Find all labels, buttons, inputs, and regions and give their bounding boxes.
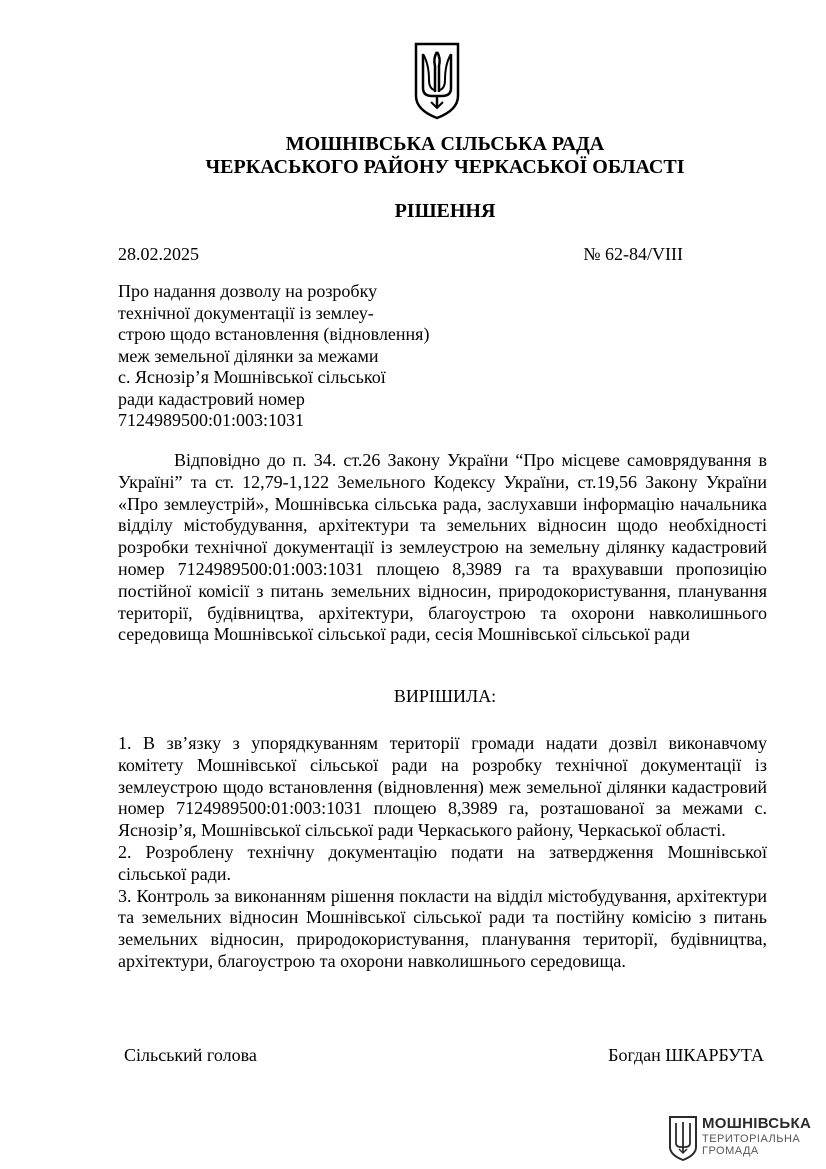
logo-title: МОШНІВСЬКА: [702, 1115, 812, 1132]
preamble-paragraph: Відповідно до п. 34. ст.26 Закону України “Про місцеве самоврядування в Україні” та ст. 12,79-1,122 Земельного Кодексу України, ст.19,56 Закону України «Про землеустрій», Мошнівська сільська рада, заслухавши інформацію начальника відділу містобудування, архітектури та земельних відносин щодо необхідності розробки технічної документації із землеустрою на земельну ділянку кадастровий номер 7124989500:01:003:1031 площею 8,3989 га та врахувавши пропозицію постійної комісії з питань земельних відносин, природокористування, планування території, будівництва, архітектури, благоустрою та охорони навколишнього середовища Мошнівської сільської ради, сесія Мошнівської сільської ради: [118, 450, 767, 645]
logo-subtitle: ГРОМАДА: [702, 1145, 759, 1157]
subject-line: строю щодо встановлення (відновлення): [118, 324, 430, 344]
resolved-heading: ВИРІШИЛА:: [393, 686, 497, 706]
resolution-item: 2. Розроблену технічну документацію подати на затвердження Мошнівської сільської ради.: [118, 841, 767, 884]
resolution-item: 3. Контроль за виконанням рішення покласти на відділ містобудування, архітектури та земельних відносин Мошнівської сільської ради та постійну комісію з питань земельних відносин, природокористування, планування території, будівництва, архітектури, благоустрою та охорони навколишнього середовища.: [118, 885, 767, 971]
subject-line: ради кадастровий номер: [118, 388, 305, 409]
community-logo: [668, 1113, 818, 1163]
council-name: МОШНІВСЬКА СІЛЬСЬКА РАДА: [285, 133, 605, 155]
trident-logo-icon: [668, 1115, 698, 1161]
document-date: 28.02.2025: [118, 244, 199, 264]
logo-subtitle: ТЕРИТОРІАЛЬНА: [702, 1133, 801, 1145]
document-title: РІШЕННЯ: [394, 200, 496, 222]
subject-line: технічної документації із землеу-: [118, 302, 374, 323]
trident-emblem-icon: [412, 40, 462, 120]
resolution-item: 1. В зв’язку з упорядкуванням території громади надати дозвіл виконавчому комітету Мошнівської сільської ради на розробку технічної документації із землеустрою щодо встановлення (відновлення) меж земельної ділянки кадастровий номер 7124989500:01:003:1031 площею 8,3989 га, розташованої за межами с. Яснозір’я, Мошнівської сільської ради Черкаського району, Черкаської області.: [118, 733, 767, 841]
subject-line: Про надання дозволу на розробку: [118, 281, 378, 301]
signature-position: Сільський голова: [124, 1045, 257, 1065]
signature-name: Богдан ШКАРБУТА: [608, 1045, 764, 1065]
document-number: № 62-84/VIII: [583, 244, 683, 264]
subject-block: [118, 281, 498, 432]
subject-line: меж земельної ділянки за межами: [118, 345, 379, 366]
subject-line: 7124989500:01:003:1031: [118, 410, 305, 430]
resolution-items: [118, 733, 767, 973]
subject-line: с. Яснозір’я Мошнівської сільської: [118, 367, 386, 387]
council-region: ЧЕРКАСЬКОГО РАЙОНУ ЧЕРКАСЬКОЇ ОБЛАСТІ: [205, 156, 685, 178]
